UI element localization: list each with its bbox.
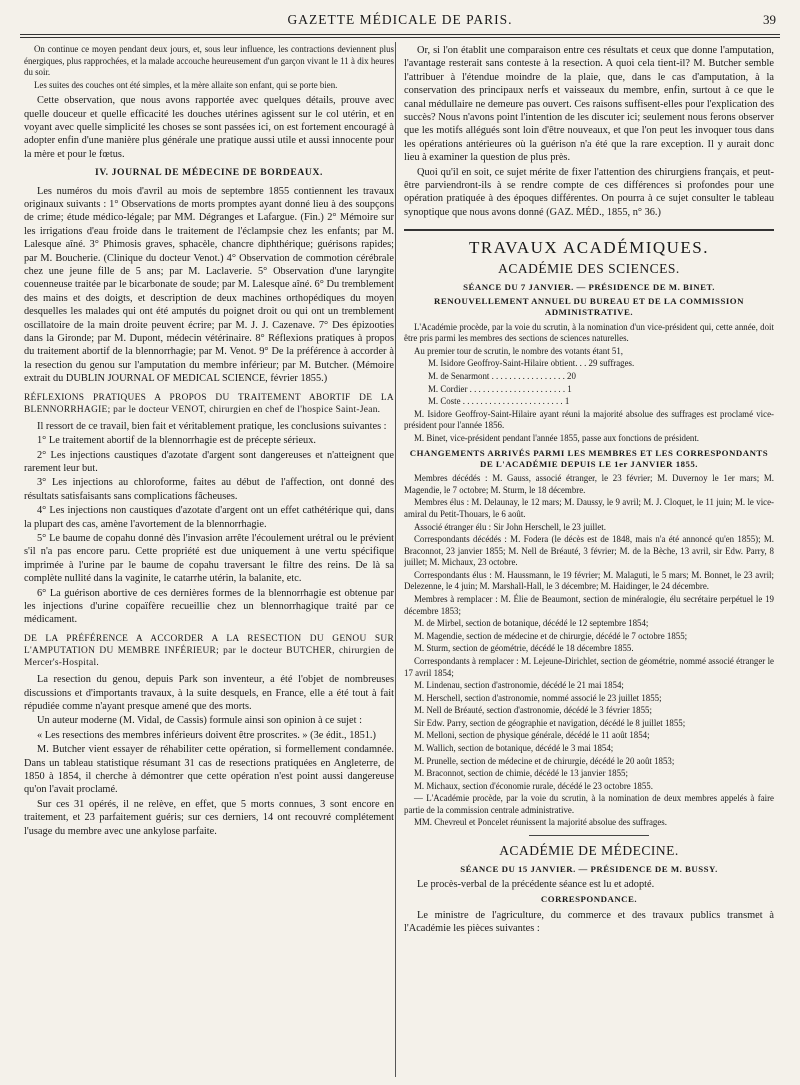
subheading: CORRESPONDANCE. [540, 894, 638, 905]
paragraph: Quoi qu'il en soit, ce sujet mérite de fixer l'attention des chirurgiens français, et peut-être parviendront-ils à se rendre compte de ces différences si profondes pour une opération pratiquée à des époques différentes. On pourra à ce sujet consulter le tableau synoptique que nous avons donné (GAZ. MÉD., 1855, n° 36.) [404, 166, 774, 218]
paragraph: — L'Académie procède, par la voie du scrutin, à la nomination de deux membres appelés à faire partie de la commission centrale administrative. [404, 793, 774, 815]
paragraph: MM. Chevreul et Poncelet réunissent la majorité absolue des suffrages. [414, 817, 667, 828]
paragraph: On continue ce moyen pendant deux jours, et, sous leur influence, les contractions deviennent plus énergiques, plus rapprochées, et la malade accouche heureusement d'un garçon vivant le 11 à dix heures du soir. [24, 44, 394, 78]
conclusion-item: 1° Le traitement abortif de la blennorrhagie est de précepte sérieux. [37, 435, 316, 447]
list-item: M. Braconnot, section de chimie, décédé le 13 janvier 1855; [414, 768, 628, 779]
list-item: M. Prunelle, section de médecine et de chirurgie, décédé le 20 août 1853; [414, 755, 675, 766]
right-column [404, 44, 774, 1077]
paragraph: Sur ces 31 opérés, il ne relève, en effet, que 5 morts connues, 3 sont encore en traitement, et 23 parfaitement guéris; sur ces derniers, 14 ont recouvré complétement l'usage du membre avec une ankylose parfaite. [24, 798, 394, 837]
vote-line: M. Cordier . . . . . . . . . . . . . . . . . . . . . . 1 [428, 383, 572, 394]
paragraph: Le ministre de l'agriculture, du commerce et des travaux publics transmet à l'Académie les pièces suivantes : [404, 909, 774, 935]
paragraph: Il ressort de ce travail, bien fait et véritablement pratique, les conclusions suivantes : [37, 420, 387, 432]
vote-line: M. de Senarmont . . . . . . . . . . . . . . . . . 20 [428, 371, 576, 382]
list-item: M. de Mirbel, section de botanique, décédé le 12 septembre 1854; [414, 618, 649, 629]
page-number: 39 [763, 12, 776, 27]
journal-title: GAZETTE MÉDICALE DE PARIS. [287, 12, 513, 27]
conclusion-item: 3° Les injections au chloroforme, faites au début de l'affection, ont donné des résultats satisfaisants sans complications fâcheuses. [24, 477, 394, 502]
list-item: Sir Edw. Parry, section de géographie et navigation, décédé le 8 juillet 1855; [414, 717, 686, 728]
conclusion-item: 2° Les injections caustiques d'azotate d'argent sont dangereuses et n'atteignent que rarement leur but. [24, 449, 394, 475]
list-item: Correspondants à remplacer : M. Lejeune-Dirichlet, section de géométrie, nommé associé étranger le 17 avril 1854; [404, 655, 774, 678]
list-item: Correspondants décédés : M. Fodera (le décès est de 1848, mais n'a été annoncé qu'en 1855); M. Braconnot, 23 janvier 1855; M. Nell de Bréauté, 3 février; M. de la Bèche, 13 avril, sir Edw. Parry, 8 juillet; M. Michaux, 23 octobre. [404, 534, 774, 568]
academy-sciences-heading: ACADÉMIE DES SCIENCES. [498, 261, 680, 277]
list-item: M. Magendie, section de médecine et de chirurgie, décédé le 7 octobre 1855; [414, 630, 688, 641]
column-divider [395, 42, 396, 1077]
list-item: Membres à remplacer : M. Élie de Beaumont, section de minéralogie, élu secrétaire perpétuel le 19 décembre 1853; [404, 594, 774, 616]
paragraph: Or, si l'on établit une comparaison entre ces résultats et ceux que donne l'amputation, l'avantage resterait sans conteste à la resection. A quoi cela tient-il? M. Butcher semble l'attribuer à l'étendue moindre de la plaie, que, dans le cas d'amputation, à la conservation des principaux nerfs et vaisseaux du membre, enfin, surtout à ce que le canal médullaire ne demeure pas ouvert. Ces raisons suffisent-elles pour l'explication des succès? Nous n'avons point l'intention de les discuter ici; seulement nous ferons observer que les motifs allégués sont loin d'être nouveaux, et que l'on peut les invoquer tous dans les opérations antérieures où la guérison n'a été que la rare exception. Il y aurait donc lieu à examiner la question de plus près. [404, 45, 774, 164]
subheading: CHANGEMENTS ARRIVÉS PARMI LES MEMBRES ET LES CORRESPONDANTS DE L'ACADÉMIE DEPUIS LE 1er JANVIER 1855. [409, 447, 769, 469]
academy-medicine-heading: ACADÉMIE DE MÉDECINE. [499, 843, 679, 859]
paragraph: Les suites des couches ont été simples, et la mère allaite son enfant, qui se porte bien. [34, 79, 338, 90]
left-column [24, 44, 394, 1077]
list-item: M. Michaux, section d'économie rurale, décédé le 23 octobre 1855. [414, 780, 653, 791]
paragraph: Les numéros du mois d'avril au mois de septembre 1855 contiennent les travaux originaux suivants : 1° Observations de morts promptes ayant donné lieu à des soupçons de crime; étude médico-légale; par MM. Dégranges et Lafargue. (Fin.) 2° Mémoire sur les irrigations d'eau froide dans le traitement de l'éclampsie chez les enfants; par M. Lalesque aîné. 3° Phimosis graves, sphacèle, chancre diphthérique; guérisons rapides; par M. Boucherie. (Clinique du docteur Venot.) 4° Observation de commotion cérébrale chez une jeune fille de 5 ans; par M. Laclaverie. 5° Observation d'une laryngite couenneuse traitée par le bicarbonate de soude; par M. Lalesque aîné. 6° Du tremblement des mains et des doigts, et description de deux machines orthopédiques du moyen desquelles les malades qui ont été amputés du poignet droit ou qui ont un tremblement oscillatoire de la main droite peuvent écrire; par M. J. J. Cazenave. 7° Des épizooties dans la Gironde; par M. Dupont, médecin vétérinaire. 8° Réflexions pratiques à propos du traitement abortif de la blennorrhagie; par M. Venot. 9° De la préférence à accorder à la resection du genou sur l'amputation du membre inférieur; par M. Butcher. (Mémoire extrait du DUBLIN JOURNAL OF MEDICAL SCIENCE, février 1855.) [24, 185, 394, 385]
paragraph: M. Butcher vient essayer de réhabiliter cette opération, si formellement condamnée. Dans un tableau statistique résumant 31 cas de resections pratiquées en Angleterre, de 1850 à 1854, il cherche à démontrer que cette opération n'est point aussi dangereuse qu'on l'avait proclamé. [24, 744, 394, 796]
list-item: Membres décédés : M. Gauss, associé étranger, le 23 février; M. Duvernoy le 1er mars; M. Magendie, le 7 octobre; M. Sturm, le 18 décembre. [404, 473, 774, 495]
paragraph: La resection du genou, depuis Park son inventeur, a été l'objet de nombreuses discussions et d'importants travaux, à la suite desquels, en France, elle a été tout à fait répudiée comme n'ayant presque amené que des morts. [24, 674, 394, 713]
conclusion-item: 5° Le baume de copahu donné dès l'invasion arrête l'écoulement urétral ou le prévient s'il n'a pas encore paru. Cette propriété est due uniquement à une vertu spécifique imprimée à l'urine par le baume de copahu traversant le filtre des reins. De là sa complète nullité dans la vaginite, le catarrhe utérin, la balanite, etc. [24, 533, 394, 585]
paragraph: L'Académie procède, par la voie du scrutin, à la nomination d'un vice-président qui, cette année, doit être pris parmi les membres des sections de sciences naturelles. [404, 321, 774, 344]
vote-line: M. Isidore Geoffroy-Saint-Hilaire obtient. . . 29 suffrages. [428, 358, 635, 369]
separator-rule [529, 835, 649, 836]
list-item: M. Sturm, section de géométrie, décédé le 18 décembre 1855. [414, 643, 634, 654]
article-heading: DE LA PRÉFÉRENCE A ACCORDER A LA RESECTION DU GENOU SUR L'AMPUTATION DU MEMBRE INFÉRIEUR; par le docteur BUTCHER, chirurgien de Mercer's-Hospital. [24, 633, 394, 669]
list-item: Correspondants élus : M. Haussmann, le 19 février; M. Malaguti, le 5 mars; M. Bonnet, le 23 avril; Delezenne, le 4 juin; M. Marshall-Hall, le 3 décembre; M. Haidinger, le 24 décembre. [404, 569, 774, 592]
quotation: « Les resections des membres inférieurs doivent être proscrites. » (3e édit., 1851.) [37, 729, 376, 741]
paragraph: M. Binet, vice-président pendant l'année 1855, passe aux fonctions de président. [414, 432, 700, 443]
list-item: M. Nell de Bréauté, section d'astronomie, décédé le 3 février 1855; [414, 705, 652, 716]
list-item: Membres élus : M. Delaunay, le 12 mars; M. Daussy, le 9 avril; M. J. Cloquet, le 11 juin; M. le vice-amiral du Petit-Thouars, le 6 août. [404, 497, 774, 520]
header-rule [20, 34, 780, 38]
paragraph: Au premier tour de scrutin, le nombre des votants étant 51, [414, 345, 624, 356]
section-heading: IV. JOURNAL DE MÉDECINE DE BORDEAUX. [95, 167, 323, 179]
article-heading: RÉFLEXIONS PRATIQUES A PROPOS DU TRAITEMENT ABORTIF DE LA BLENNORRHAGIE; par le docteur VENOT, chirurgien en chef de l'hospice Saint-Jean. [24, 392, 394, 415]
page-header [20, 8, 780, 34]
paragraph: Un auteur moderne (M. Vidal, de Cassis) formule ainsi son opinion à ce sujet : [37, 715, 362, 727]
section-title-travaux: TRAVAUX ACADÉMIQUES. [404, 229, 774, 259]
list-item: Associé étranger élu : Sir John Herschell, le 23 juillet. [414, 521, 606, 532]
list-item: M. Melloni, section de physique générale, décédé le 11 août 1854; [414, 730, 650, 741]
paragraph: Le procès-verbal de la précédente séance est lu et adopté. [417, 878, 655, 890]
conclusion-item: 4° Les injections non caustiques d'azotate d'argent ont un effet cathétérique qui, dans la plupart des cas, amène l'avortement de la blennorrhagie. [24, 505, 394, 530]
list-item: M. Herschell, section d'astronomie, nommé associé le 23 juillet 1855; [414, 692, 662, 703]
subheading: RENOUVELLEMENT ANNUEL DU BUREAU ET DE LA COMMISSION ADMINISTRATIVE. [434, 295, 744, 318]
conclusion-item: 6° La guérison abortive de ces dernières formes de la blennorrhagie est obtenue par les injections d'urine copaïfère recueillie chez un blennorrhagique traité par ce médicament. [24, 587, 394, 626]
list-item: M. Wallich, section de botanique, décédé le 3 mai 1854; [414, 743, 614, 753]
session-heading: SÉANCE DU 7 JANVIER. — PRÉSIDENCE DE M. BINET. [463, 281, 715, 292]
vote-line: M. Coste . . . . . . . . . . . . . . . . . . . . . . . 1 [428, 396, 570, 407]
paragraph: Cette observation, que nous avons rapportée avec quelques détails, prouve avec quelle douceur et quelle efficacité les douches utérines agissent sur le col utérin, et en voyant avec quelle simplicité les choses se sont passées ici, on est fortement encouragé à adopter enfin d'une manière plus générale une pratique aussi utile et aussi innocente pour la mère et pour le fœtus. [24, 95, 394, 160]
list-item: M. Lindenau, section d'astronomie, décédé le 21 mai 1854; [414, 680, 624, 691]
session-heading: SÉANCE DU 15 JANVIER. — PRÉSIDENCE DE M. BUSSY. [460, 863, 718, 874]
paragraph: M. Isidore Geoffroy-Saint-Hilaire ayant réuni la majorité absolue des suffrages est proclamé vice-président pour l'année 1856. [404, 408, 774, 431]
